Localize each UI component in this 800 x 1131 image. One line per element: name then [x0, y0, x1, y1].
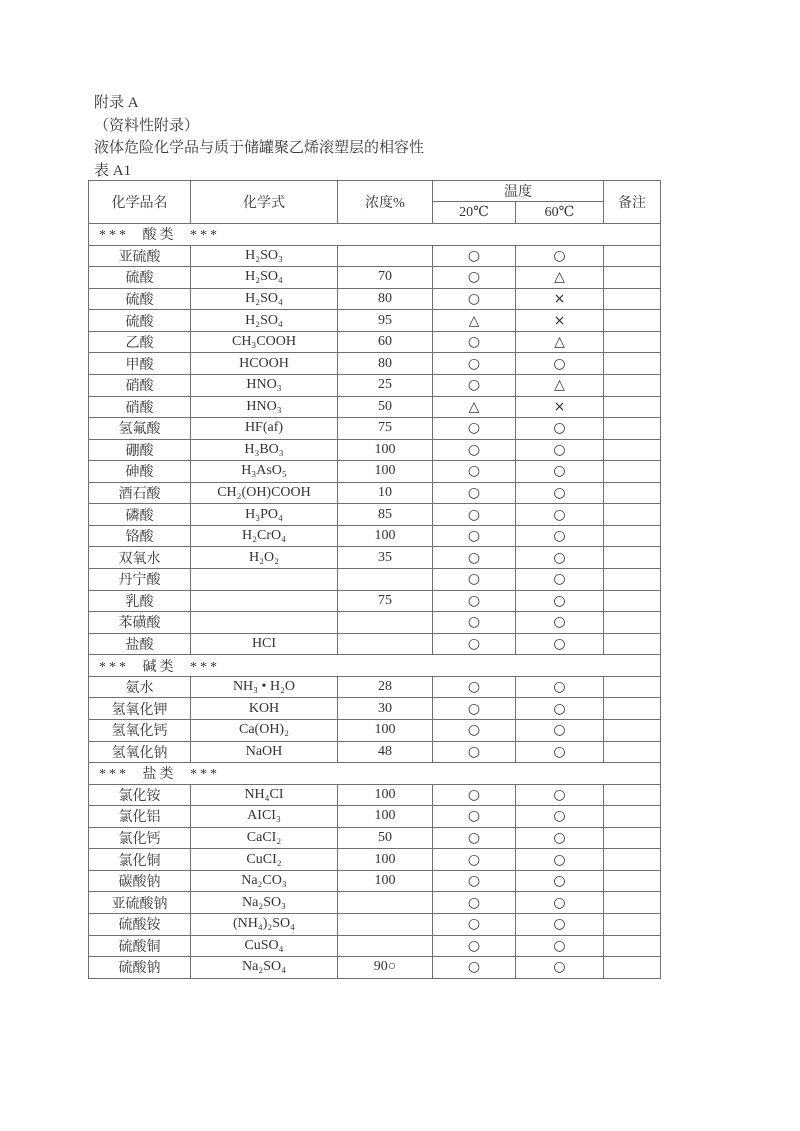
cell-concentration: 100	[338, 784, 433, 806]
cell-remark	[604, 245, 661, 267]
cell-concentration	[338, 245, 433, 267]
table-row	[89, 482, 661, 504]
cell-formula: H₂SO₄	[191, 288, 338, 310]
cell-temp-20: ○	[433, 806, 516, 828]
cell-temp-20: ○	[433, 331, 516, 353]
cell-formula: H₃PO₄	[191, 504, 338, 526]
cell-remark	[604, 374, 661, 396]
cell-temp-60: ○	[516, 892, 604, 914]
section-row	[89, 224, 661, 246]
cell-formula: H₃BO₃	[191, 439, 338, 461]
document-title: 液体危险化学品与质于储罐聚乙烯滚塑层的相容性	[94, 140, 425, 156]
cell-temp-60: ○	[516, 547, 604, 569]
cell-temp-60: ○	[516, 418, 604, 440]
cell-chemical-name: 乙酸	[89, 331, 191, 353]
cell-temp-20: ○	[433, 288, 516, 310]
table-row	[89, 784, 661, 806]
cell-temp-60: ○	[516, 827, 604, 849]
cell-temp-60: ○	[516, 741, 604, 763]
cell-formula: H₂SO₄	[191, 267, 338, 289]
cell-concentration: 25	[338, 374, 433, 396]
cell-temp-20: △	[433, 396, 516, 418]
cell-remark	[604, 418, 661, 440]
cell-chemical-name: 磷酸	[89, 504, 191, 526]
cell-temp-20: ○	[433, 870, 516, 892]
cell-formula: CH₃COOH	[191, 331, 338, 353]
cell-formula: CaCI₂	[191, 827, 338, 849]
cell-concentration: 80	[338, 353, 433, 375]
cell-temp-60: ○	[516, 719, 604, 741]
cell-temp-20: ○	[433, 461, 516, 483]
cell-temp-20: ○	[433, 569, 516, 591]
cell-concentration: 95	[338, 310, 433, 332]
cell-concentration: 90○	[338, 957, 433, 979]
cell-temp-20: ○	[433, 784, 516, 806]
cell-temp-60: △	[516, 374, 604, 396]
cell-concentration: 75	[338, 418, 433, 440]
col-header-formula: 化学式	[191, 181, 338, 224]
table-row	[89, 914, 661, 936]
cell-concentration	[338, 935, 433, 957]
cell-remark	[604, 892, 661, 914]
cell-concentration: 100	[338, 849, 433, 871]
cell-temp-60: ○	[516, 784, 604, 806]
cell-concentration	[338, 914, 433, 936]
cell-temp-20: ○	[433, 957, 516, 979]
cell-concentration: 35	[338, 547, 433, 569]
table-row	[89, 374, 661, 396]
cell-formula: (NH₄)₂SO₄	[191, 914, 338, 936]
cell-temp-60: ○	[516, 482, 604, 504]
cell-formula: NH₃ • H₂O	[191, 676, 338, 698]
cell-concentration: 100	[338, 806, 433, 828]
table-row	[89, 396, 661, 418]
cell-formula: KOH	[191, 698, 338, 720]
section-row	[89, 655, 661, 677]
cell-chemical-name: 亚硫酸钠	[89, 892, 191, 914]
cell-concentration: 50	[338, 827, 433, 849]
cell-temp-20: ○	[433, 590, 516, 612]
cell-temp-60: ○	[516, 676, 604, 698]
cell-concentration: 80	[338, 288, 433, 310]
cell-formula: Ca(OH)₂	[191, 719, 338, 741]
cell-temp-60: ○	[516, 439, 604, 461]
cell-temp-20: ○	[433, 698, 516, 720]
col-header-temperature: 温度	[433, 181, 604, 202]
cell-concentration: 50	[338, 396, 433, 418]
cell-remark	[604, 741, 661, 763]
cell-remark	[604, 353, 661, 375]
cell-concentration: 100	[338, 870, 433, 892]
cell-concentration	[338, 569, 433, 591]
cell-formula: Na₂CO₃	[191, 870, 338, 892]
table-row	[89, 504, 661, 526]
cell-chemical-name: 乳酸	[89, 590, 191, 612]
cell-remark	[604, 482, 661, 504]
cell-remark	[604, 827, 661, 849]
cell-temp-60: ×	[516, 288, 604, 310]
section-row	[89, 763, 661, 785]
cell-remark	[604, 569, 661, 591]
cell-temp-20: ○	[433, 612, 516, 634]
table-row	[89, 245, 661, 267]
cell-concentration: 70	[338, 267, 433, 289]
table-row	[89, 569, 661, 591]
cell-temp-60: ○	[516, 353, 604, 375]
section-label: *** 酸类 ***	[89, 224, 661, 246]
table-row	[89, 461, 661, 483]
cell-chemical-name: 氯化铝	[89, 806, 191, 828]
cell-chemical-name: 亚硫酸	[89, 245, 191, 267]
cell-remark	[604, 396, 661, 418]
cell-chemical-name: 氯化钙	[89, 827, 191, 849]
cell-chemical-name: 氢氧化钠	[89, 741, 191, 763]
cell-concentration: 75	[338, 590, 433, 612]
table-row	[89, 331, 661, 353]
cell-remark	[604, 310, 661, 332]
cell-chemical-name: 硫酸	[89, 288, 191, 310]
cell-remark	[604, 461, 661, 483]
cell-temp-60: ×	[516, 310, 604, 332]
cell-temp-20: ○	[433, 418, 516, 440]
cell-chemical-name: 氢氟酸	[89, 418, 191, 440]
cell-temp-20: ○	[433, 741, 516, 763]
cell-chemical-name: 铬酸	[89, 525, 191, 547]
cell-temp-20: ○	[433, 504, 516, 526]
cell-chemical-name: 甲酸	[89, 353, 191, 375]
cell-concentration: 100	[338, 439, 433, 461]
cell-temp-60: ○	[516, 504, 604, 526]
document-header	[94, 92, 424, 182]
cell-chemical-name: 硫酸	[89, 267, 191, 289]
col-header-remarks: 备注	[604, 181, 661, 224]
cell-temp-20: ○	[433, 892, 516, 914]
table-row	[89, 719, 661, 741]
cell-concentration	[338, 612, 433, 634]
appendix-title: 附录 A	[94, 95, 139, 111]
cell-concentration	[338, 892, 433, 914]
cell-temp-60: ○	[516, 914, 604, 936]
cell-formula: CuSO₄	[191, 935, 338, 957]
cell-concentration: 28	[338, 676, 433, 698]
cell-remark	[604, 719, 661, 741]
table-row	[89, 957, 661, 979]
cell-remark	[604, 525, 661, 547]
table-row	[89, 849, 661, 871]
cell-temp-60: ○	[516, 245, 604, 267]
cell-temp-60: ○	[516, 590, 604, 612]
cell-remark	[604, 612, 661, 634]
cell-temp-60: ○	[516, 525, 604, 547]
cell-chemical-name: 硫酸铜	[89, 935, 191, 957]
cell-remark	[604, 590, 661, 612]
cell-remark	[604, 676, 661, 698]
cell-formula: H₃AsO₅	[191, 461, 338, 483]
table-row	[89, 870, 661, 892]
cell-chemical-name: 双氧水	[89, 547, 191, 569]
cell-chemical-name: 氢氧化钾	[89, 698, 191, 720]
cell-temp-60: ○	[516, 698, 604, 720]
table-row	[89, 525, 661, 547]
cell-temp-60: △	[516, 331, 604, 353]
cell-chemical-name: 氢氧化钙	[89, 719, 191, 741]
cell-remark	[604, 870, 661, 892]
cell-temp-20: ○	[433, 633, 516, 655]
compatibility-table	[88, 180, 661, 979]
table-row	[89, 547, 661, 569]
table-row	[89, 935, 661, 957]
appendix-note: （资料性附录）	[94, 117, 200, 134]
table-row	[89, 353, 661, 375]
table-row	[89, 741, 661, 763]
cell-temp-60: ○	[516, 612, 604, 634]
table-row	[89, 892, 661, 914]
table-row	[89, 288, 661, 310]
cell-formula: CH₂(OH)COOH	[191, 482, 338, 504]
cell-chemical-name: 砷酸	[89, 461, 191, 483]
table-row	[89, 310, 661, 332]
cell-remark	[604, 914, 661, 936]
cell-formula: HNO₃	[191, 374, 338, 396]
cell-concentration: 60	[338, 331, 433, 353]
cell-formula: CuCI₂	[191, 849, 338, 871]
col-header-concentration: 浓度%	[338, 181, 433, 224]
cell-chemical-name: 硼酸	[89, 439, 191, 461]
cell-formula: AICI₃	[191, 806, 338, 828]
col-header-temp-60: 60℃	[516, 202, 604, 224]
table-row	[89, 590, 661, 612]
cell-chemical-name: 硫酸钠	[89, 957, 191, 979]
cell-temp-20: ○	[433, 849, 516, 871]
table-row	[89, 418, 661, 440]
cell-temp-20: ○	[433, 935, 516, 957]
cell-chemical-name: 硝酸	[89, 374, 191, 396]
cell-temp-60: ○	[516, 957, 604, 979]
cell-temp-60: ○	[516, 633, 604, 655]
cell-temp-20: ○	[433, 267, 516, 289]
cell-remark	[604, 331, 661, 353]
cell-formula: NaOH	[191, 741, 338, 763]
cell-temp-20: ○	[433, 525, 516, 547]
cell-formula: Na₂SO₄	[191, 957, 338, 979]
cell-temp-60: ×	[516, 396, 604, 418]
cell-temp-20: ○	[433, 439, 516, 461]
cell-concentration: 48	[338, 741, 433, 763]
cell-temp-20: ○	[433, 547, 516, 569]
table-caption: 表 A1	[94, 162, 132, 179]
cell-formula: H₂SO₄	[191, 310, 338, 332]
cell-chemical-name: 硫酸	[89, 310, 191, 332]
cell-formula	[191, 569, 338, 591]
cell-remark	[604, 935, 661, 957]
cell-chemical-name: 苯磺酸	[89, 612, 191, 634]
cell-chemical-name: 丹宁酸	[89, 569, 191, 591]
cell-chemical-name: 碳酸钠	[89, 870, 191, 892]
cell-temp-60: ○	[516, 806, 604, 828]
cell-temp-60: ○	[516, 935, 604, 957]
cell-remark	[604, 288, 661, 310]
cell-temp-20: ○	[433, 245, 516, 267]
cell-formula: HCOOH	[191, 353, 338, 375]
cell-temp-20: ○	[433, 353, 516, 375]
cell-temp-60: ○	[516, 870, 604, 892]
section-label: *** 盐类 ***	[89, 763, 661, 785]
cell-concentration: 100	[338, 461, 433, 483]
cell-concentration: 30	[338, 698, 433, 720]
table-row	[89, 633, 661, 655]
cell-concentration: 100	[338, 525, 433, 547]
cell-chemical-name: 硫酸铵	[89, 914, 191, 936]
cell-temp-20: ○	[433, 914, 516, 936]
table-row	[89, 698, 661, 720]
cell-temp-60: ○	[516, 569, 604, 591]
table-row	[89, 439, 661, 461]
cell-chemical-name: 酒石酸	[89, 482, 191, 504]
cell-formula: H₂O₂	[191, 547, 338, 569]
table-row	[89, 806, 661, 828]
cell-remark	[604, 849, 661, 871]
col-header-chemical-name: 化学品名	[89, 181, 191, 224]
cell-temp-20: ○	[433, 827, 516, 849]
cell-chemical-name: 氯化铵	[89, 784, 191, 806]
cell-remark	[604, 504, 661, 526]
cell-chemical-name: 氨水	[89, 676, 191, 698]
cell-formula: HNO₃	[191, 396, 338, 418]
table-row	[89, 827, 661, 849]
table-row	[89, 676, 661, 698]
cell-formula: NH₄CI	[191, 784, 338, 806]
cell-temp-20: ○	[433, 676, 516, 698]
cell-formula: HF(af)	[191, 418, 338, 440]
cell-formula: HCI	[191, 633, 338, 655]
cell-concentration	[338, 633, 433, 655]
cell-chemical-name: 硝酸	[89, 396, 191, 418]
cell-chemical-name: 氯化铜	[89, 849, 191, 871]
cell-formula: Na₂SO₃	[191, 892, 338, 914]
cell-temp-60: ○	[516, 461, 604, 483]
cell-concentration: 10	[338, 482, 433, 504]
cell-temp-20: ○	[433, 482, 516, 504]
cell-temp-60: ○	[516, 849, 604, 871]
cell-concentration: 85	[338, 504, 433, 526]
cell-remark	[604, 633, 661, 655]
cell-concentration: 100	[338, 719, 433, 741]
cell-remark	[604, 784, 661, 806]
cell-remark	[604, 698, 661, 720]
cell-remark	[604, 957, 661, 979]
cell-remark	[604, 267, 661, 289]
cell-temp-60: △	[516, 267, 604, 289]
section-label: *** 碱类 ***	[89, 655, 661, 677]
cell-formula	[191, 612, 338, 634]
cell-formula: H₂SO₃	[191, 245, 338, 267]
table-row	[89, 267, 661, 289]
cell-remark	[604, 439, 661, 461]
cell-remark	[604, 547, 661, 569]
cell-remark	[604, 806, 661, 828]
cell-temp-20: △	[433, 310, 516, 332]
cell-formula: H₂CrO₄	[191, 525, 338, 547]
table-body	[89, 224, 661, 979]
table-row	[89, 612, 661, 634]
cell-temp-20: ○	[433, 719, 516, 741]
cell-formula	[191, 590, 338, 612]
cell-temp-20: ○	[433, 374, 516, 396]
col-header-temp-20: 20℃	[433, 202, 516, 224]
cell-chemical-name: 盐酸	[89, 633, 191, 655]
